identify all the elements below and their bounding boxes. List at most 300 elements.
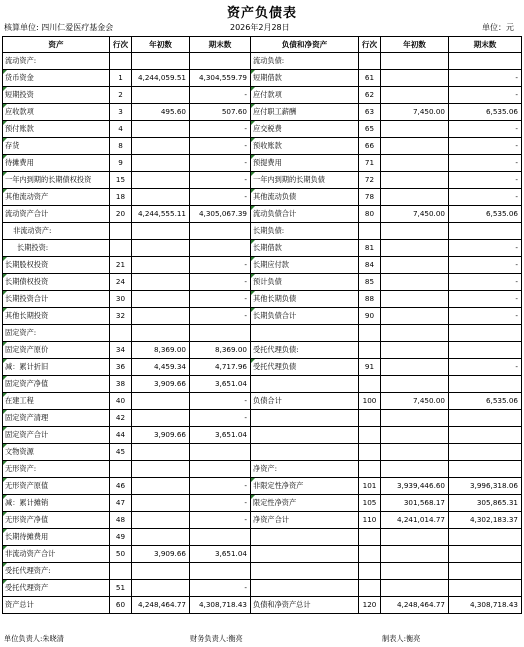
liability-line-no-cell: 100: [359, 393, 381, 410]
liability-opening-cell: [381, 172, 449, 189]
liability-line-no-cell: [359, 580, 381, 597]
liability-opening-cell: [381, 461, 449, 478]
asset-line-no-cell: 34: [110, 342, 132, 359]
liability-label-cell: 预计负债: [251, 274, 359, 291]
asset-closing-cell: 4,304,559.79: [190, 70, 251, 87]
table-row: [3, 155, 522, 172]
liability-opening-cell: 4,241,014.77: [381, 512, 449, 529]
liability-opening-cell: [381, 274, 449, 291]
liability-closing-cell: -: [449, 172, 522, 189]
table-row: [3, 104, 522, 121]
liability-closing-cell: [449, 427, 522, 444]
liability-label-cell: 预提费用: [251, 155, 359, 172]
asset-line-no-cell: [110, 563, 132, 580]
table-row: [3, 597, 522, 614]
liability-line-no-cell: 65: [359, 121, 381, 138]
asset-label-cell: 长期投资合计: [3, 291, 110, 308]
liability-line-no-cell: 62: [359, 87, 381, 104]
liability-closing-cell: 6,535.06: [449, 206, 522, 223]
liability-closing-cell: -: [449, 308, 522, 325]
liability-line-no-cell: 78: [359, 189, 381, 206]
report-date: 2026年2月28日: [230, 23, 290, 32]
liability-label-cell: 预收账款: [251, 138, 359, 155]
liability-closing-cell: -: [449, 274, 522, 291]
liability-label-cell: 负债合计: [251, 393, 359, 410]
liability-opening-cell: [381, 138, 449, 155]
liability-closing-cell: [449, 461, 522, 478]
liability-label-cell: 受托代理负债: [251, 359, 359, 376]
asset-label-cell: 待摊费用: [3, 155, 110, 172]
liability-line-no-cell: [359, 529, 381, 546]
liability-closing-cell: 6,535.06: [449, 104, 522, 121]
asset-label-cell: 固定资产合计: [3, 427, 110, 444]
liability-label-cell: 长期负债:: [251, 223, 359, 240]
table-row: [3, 189, 522, 206]
liability-line-no-cell: 90: [359, 308, 381, 325]
asset-closing-cell: -: [190, 257, 251, 274]
liability-line-no-cell: 80: [359, 206, 381, 223]
liability-label-cell: 其他长期负债: [251, 291, 359, 308]
asset-opening-cell: [132, 189, 190, 206]
liability-label-cell: [251, 529, 359, 546]
asset-opening-cell: 3,909.66: [132, 376, 190, 393]
asset-line-no-cell: 50: [110, 546, 132, 563]
asset-opening-cell: [132, 495, 190, 512]
asset-label-cell: 固定资产:: [3, 325, 110, 342]
asset-label-cell: 固定资产净值: [3, 376, 110, 393]
table-row: [3, 121, 522, 138]
unit-head-signature: 单位负责人:朱晓清: [4, 634, 64, 643]
asset-line-no-cell: 18: [110, 189, 132, 206]
asset-closing-cell: [190, 240, 251, 257]
asset-label-cell: 非流动资产合计: [3, 546, 110, 563]
table-row: [3, 461, 522, 478]
liability-closing-cell: 4,302,183.37: [449, 512, 522, 529]
asset-closing-cell: -: [190, 172, 251, 189]
liability-opening-cell: [381, 359, 449, 376]
liability-opening-cell: 7,450.00: [381, 104, 449, 121]
liability-opening-cell: [381, 155, 449, 172]
asset-opening-cell: [132, 274, 190, 291]
asset-line-no-cell: 8: [110, 138, 132, 155]
liability-opening-cell: [381, 240, 449, 257]
asset-line-no-cell: 24: [110, 274, 132, 291]
liability-label-cell: [251, 546, 359, 563]
asset-label-cell: 存货: [3, 138, 110, 155]
liability-closing-cell: 305,865.31: [449, 495, 522, 512]
asset-label-cell: 长期投资:: [3, 240, 110, 257]
asset-closing-cell: [190, 529, 251, 546]
asset-closing-cell: 4,305,067.39: [190, 206, 251, 223]
liability-opening-cell: [381, 308, 449, 325]
balance-sheet-table: [2, 36, 522, 614]
asset-closing-cell: [190, 223, 251, 240]
asset-closing-cell: -: [190, 274, 251, 291]
liability-opening-cell: 7,450.00: [381, 206, 449, 223]
asset-label-cell: 无形资产原值: [3, 478, 110, 495]
table-row: [3, 546, 522, 563]
liability-closing-cell: [449, 444, 522, 461]
liability-opening-cell: [381, 427, 449, 444]
preparer-signature: 制表人:衡亮: [382, 634, 421, 643]
asset-label-cell: 无形资产净值: [3, 512, 110, 529]
table-row: [3, 410, 522, 427]
asset-opening-cell: [132, 223, 190, 240]
liability-opening-cell: 3,939,446.60: [381, 478, 449, 495]
liability-label-cell: 长期应付款: [251, 257, 359, 274]
asset-line-no-cell: 47: [110, 495, 132, 512]
liability-line-no-cell: [359, 223, 381, 240]
liability-line-no-cell: [359, 410, 381, 427]
liability-line-no-cell: 110: [359, 512, 381, 529]
header-row: [3, 37, 522, 53]
asset-line-no-cell: 21: [110, 257, 132, 274]
asset-label-cell: 短期投资: [3, 87, 110, 104]
asset-opening-cell: 3,909.66: [132, 427, 190, 444]
asset-label-cell: 应收款项: [3, 104, 110, 121]
asset-line-no-cell: [110, 53, 132, 70]
asset-opening-cell: 3,909.66: [132, 546, 190, 563]
liability-line-no-cell: [359, 461, 381, 478]
asset-line-no-cell: 45: [110, 444, 132, 461]
asset-opening-cell: [132, 393, 190, 410]
asset-closing-cell: -: [190, 495, 251, 512]
asset-line-no-cell: 15: [110, 172, 132, 189]
asset-line-no-cell: 1: [110, 70, 132, 87]
asset-opening-cell: [132, 121, 190, 138]
table-row: [3, 291, 522, 308]
asset-opening-cell: 4,248,464.77: [132, 597, 190, 614]
asset-opening-cell: [132, 410, 190, 427]
asset-closing-cell: [190, 563, 251, 580]
liability-closing-cell: -: [449, 87, 522, 104]
unit-label: 核算单位:: [4, 23, 39, 32]
column-header-liability-label: 负债和净资产: [251, 37, 359, 53]
asset-opening-cell: [132, 308, 190, 325]
liability-label-cell: 净资产:: [251, 461, 359, 478]
liability-closing-cell: -: [449, 155, 522, 172]
asset-label-cell: 非流动资产:: [3, 223, 110, 240]
liability-opening-cell: [381, 53, 449, 70]
asset-line-no-cell: 38: [110, 376, 132, 393]
liability-opening-cell: [381, 342, 449, 359]
column-header-liability-closing: 期末数: [449, 37, 522, 53]
asset-closing-cell: 3,651.04: [190, 376, 251, 393]
unit-name: 四川仁爱医疗基金会: [41, 23, 114, 32]
asset-closing-cell: [190, 325, 251, 342]
asset-label-cell: 其他长期投资: [3, 308, 110, 325]
liability-closing-cell: 4,308,718.43: [449, 597, 522, 614]
liability-closing-cell: [449, 376, 522, 393]
liability-line-no-cell: [359, 376, 381, 393]
liability-label-cell: 应付职工薪酬: [251, 104, 359, 121]
liability-line-no-cell: 66: [359, 138, 381, 155]
liability-line-no-cell: [359, 427, 381, 444]
asset-closing-cell: -: [190, 580, 251, 597]
liability-opening-cell: [381, 291, 449, 308]
asset-label-cell: 一年内到期的长期债权投资: [3, 172, 110, 189]
asset-opening-cell: [132, 461, 190, 478]
liability-line-no-cell: 88: [359, 291, 381, 308]
asset-label-cell: 文物资源: [3, 444, 110, 461]
column-header-asset-line-no: 行次: [110, 37, 132, 53]
currency-unit: 单位：元: [482, 23, 514, 32]
asset-label-cell: 减：累计摊销: [3, 495, 110, 512]
asset-opening-cell: [132, 563, 190, 580]
asset-line-no-cell: 60: [110, 597, 132, 614]
liability-label-cell: 受托代理负债:: [251, 342, 359, 359]
column-header-asset-opening: 年初数: [132, 37, 190, 53]
asset-opening-cell: [132, 53, 190, 70]
column-header-asset-closing: 期末数: [190, 37, 251, 53]
table-row: [3, 70, 522, 87]
asset-label-cell: 长期债权投资: [3, 274, 110, 291]
asset-opening-cell: [132, 87, 190, 104]
liability-label-cell: 限定性净资产: [251, 495, 359, 512]
table-row: [3, 495, 522, 512]
liability-opening-cell: [381, 70, 449, 87]
liability-label-cell: 应交税费: [251, 121, 359, 138]
liability-line-no-cell: 61: [359, 70, 381, 87]
liability-label-cell: 长期借款: [251, 240, 359, 257]
asset-closing-cell: 3,651.04: [190, 546, 251, 563]
table-row: [3, 53, 522, 70]
liability-opening-cell: [381, 189, 449, 206]
asset-closing-cell: -: [190, 155, 251, 172]
asset-line-no-cell: 4: [110, 121, 132, 138]
asset-opening-cell: [132, 257, 190, 274]
table-row: [3, 308, 522, 325]
asset-label-cell: 其他流动资产: [3, 189, 110, 206]
table-row: [3, 274, 522, 291]
liability-line-no-cell: [359, 342, 381, 359]
asset-opening-cell: [132, 580, 190, 597]
asset-line-no-cell: 42: [110, 410, 132, 427]
table-row: [3, 342, 522, 359]
asset-label-cell: 长期股权投资: [3, 257, 110, 274]
asset-closing-cell: -: [190, 189, 251, 206]
asset-label-cell: 货币资金: [3, 70, 110, 87]
liability-line-no-cell: 84: [359, 257, 381, 274]
asset-line-no-cell: 44: [110, 427, 132, 444]
asset-closing-cell: -: [190, 308, 251, 325]
table-row: [3, 478, 522, 495]
table-row: [3, 359, 522, 376]
liability-closing-cell: [449, 563, 522, 580]
asset-closing-cell: [190, 53, 251, 70]
liability-label-cell: 净资产合计: [251, 512, 359, 529]
liability-line-no-cell: [359, 444, 381, 461]
liability-label-cell: [251, 325, 359, 342]
liability-line-no-cell: 81: [359, 240, 381, 257]
liability-opening-cell: [381, 121, 449, 138]
asset-line-no-cell: [110, 461, 132, 478]
liability-closing-cell: -: [449, 240, 522, 257]
asset-closing-cell: -: [190, 138, 251, 155]
liability-closing-cell: -: [449, 138, 522, 155]
accounting-unit: [4, 22, 113, 33]
liability-closing-cell: [449, 410, 522, 427]
table-row: [3, 444, 522, 461]
asset-opening-cell: [132, 529, 190, 546]
liability-label-cell: 长期负债合计: [251, 308, 359, 325]
asset-label-cell: 预付账款: [3, 121, 110, 138]
table-row: [3, 257, 522, 274]
asset-label-cell: 减：累计折旧: [3, 359, 110, 376]
liability-label-cell: 非限定性净资产: [251, 478, 359, 495]
asset-closing-cell: 4,717.96: [190, 359, 251, 376]
liability-label-cell: 应付款项: [251, 87, 359, 104]
liability-label-cell: [251, 376, 359, 393]
asset-closing-cell: 3,651.04: [190, 427, 251, 444]
table-row: [3, 563, 522, 580]
column-header-asset-label: 资产: [3, 37, 110, 53]
asset-closing-cell: -: [190, 410, 251, 427]
liability-closing-cell: [449, 529, 522, 546]
table-row: [3, 172, 522, 189]
asset-closing-cell: [190, 444, 251, 461]
asset-opening-cell: [132, 478, 190, 495]
asset-closing-cell: -: [190, 512, 251, 529]
column-header-liability-opening: 年初数: [381, 37, 449, 53]
asset-label-cell: 固定资产清理: [3, 410, 110, 427]
liability-closing-cell: [449, 546, 522, 563]
liability-closing-cell: -: [449, 121, 522, 138]
asset-opening-cell: [132, 240, 190, 257]
liability-label-cell: 一年内到期的长期负债: [251, 172, 359, 189]
liability-opening-cell: [381, 87, 449, 104]
liability-line-no-cell: 101: [359, 478, 381, 495]
liability-label-cell: [251, 410, 359, 427]
asset-opening-cell: 4,244,555.11: [132, 206, 190, 223]
asset-line-no-cell: 51: [110, 580, 132, 597]
column-header-liability-line-no: 行次: [359, 37, 381, 53]
asset-closing-cell: 8,369.00: [190, 342, 251, 359]
asset-opening-cell: 4,459.34: [132, 359, 190, 376]
asset-opening-cell: 4,244,059.51: [132, 70, 190, 87]
liability-label-cell: 流动负债合计: [251, 206, 359, 223]
table-row: [3, 87, 522, 104]
liability-line-no-cell: 63: [359, 104, 381, 121]
liability-label-cell: [251, 580, 359, 597]
table-row: [3, 223, 522, 240]
liability-label-cell: 其他流动负债: [251, 189, 359, 206]
asset-line-no-cell: [110, 240, 132, 257]
liability-opening-cell: [381, 325, 449, 342]
asset-opening-cell: [132, 512, 190, 529]
liability-line-no-cell: 71: [359, 155, 381, 172]
liability-opening-cell: [381, 529, 449, 546]
asset-closing-cell: [190, 461, 251, 478]
asset-line-no-cell: 9: [110, 155, 132, 172]
asset-opening-cell: [132, 444, 190, 461]
asset-closing-cell: -: [190, 121, 251, 138]
asset-line-no-cell: 40: [110, 393, 132, 410]
liability-line-no-cell: 120: [359, 597, 381, 614]
asset-closing-cell: -: [190, 291, 251, 308]
asset-label-cell: 流动资产:: [3, 53, 110, 70]
liability-line-no-cell: 91: [359, 359, 381, 376]
asset-closing-cell: 4,308,718.43: [190, 597, 251, 614]
liability-opening-cell: [381, 563, 449, 580]
liability-closing-cell: -: [449, 189, 522, 206]
asset-closing-cell: -: [190, 393, 251, 410]
liability-closing-cell: -: [449, 257, 522, 274]
table-row: [3, 529, 522, 546]
finance-head-signature: 财务负责人:衡亮: [190, 634, 243, 643]
asset-opening-cell: [132, 138, 190, 155]
asset-label-cell: 无形资产:: [3, 461, 110, 478]
liability-closing-cell: 3,996,318.06: [449, 478, 522, 495]
liability-line-no-cell: 85: [359, 274, 381, 291]
liability-line-no-cell: [359, 546, 381, 563]
table-row: [3, 325, 522, 342]
liability-label-cell: [251, 563, 359, 580]
asset-line-no-cell: 49: [110, 529, 132, 546]
liability-opening-cell: 301,568.17: [381, 495, 449, 512]
table-row: [3, 206, 522, 223]
table-row: [3, 580, 522, 597]
liability-label-cell: 负债和净资产总计: [251, 597, 359, 614]
table-row: [3, 393, 522, 410]
liability-line-no-cell: [359, 53, 381, 70]
asset-label-cell: 资产总计: [3, 597, 110, 614]
asset-opening-cell: 8,369.00: [132, 342, 190, 359]
liability-line-no-cell: 72: [359, 172, 381, 189]
asset-line-no-cell: 2: [110, 87, 132, 104]
asset-line-no-cell: [110, 325, 132, 342]
liability-line-no-cell: 105: [359, 495, 381, 512]
liability-opening-cell: 4,248,464.77: [381, 597, 449, 614]
liability-closing-cell: -: [449, 359, 522, 376]
table-row: [3, 138, 522, 155]
liability-opening-cell: [381, 580, 449, 597]
table-row: [3, 427, 522, 444]
asset-label-cell: 受托代理资产:: [3, 563, 110, 580]
liability-closing-cell: [449, 342, 522, 359]
liability-closing-cell: -: [449, 291, 522, 308]
table-row: [3, 240, 522, 257]
liability-closing-cell: [449, 223, 522, 240]
asset-label-cell: 受托代理资产: [3, 580, 110, 597]
asset-line-no-cell: [110, 223, 132, 240]
asset-line-no-cell: 48: [110, 512, 132, 529]
liability-line-no-cell: [359, 563, 381, 580]
asset-opening-cell: [132, 325, 190, 342]
asset-opening-cell: [132, 291, 190, 308]
report-title: 资产负债表: [226, 6, 297, 21]
asset-closing-cell: -: [190, 87, 251, 104]
asset-closing-cell: 507.60: [190, 104, 251, 121]
asset-label-cell: 长期待摊费用: [3, 529, 110, 546]
asset-line-no-cell: 36: [110, 359, 132, 376]
liability-label-cell: [251, 444, 359, 461]
liability-closing-cell: [449, 580, 522, 597]
table-row: [3, 376, 522, 393]
asset-line-no-cell: 3: [110, 104, 132, 121]
liability-closing-cell: 6,535.06: [449, 393, 522, 410]
asset-closing-cell: -: [190, 478, 251, 495]
liability-line-no-cell: [359, 325, 381, 342]
asset-line-no-cell: 30: [110, 291, 132, 308]
liability-closing-cell: -: [449, 70, 522, 87]
asset-label-cell: 在建工程: [3, 393, 110, 410]
asset-line-no-cell: 46: [110, 478, 132, 495]
asset-opening-cell: [132, 172, 190, 189]
liability-opening-cell: [381, 410, 449, 427]
liability-closing-cell: [449, 325, 522, 342]
liability-opening-cell: [381, 444, 449, 461]
